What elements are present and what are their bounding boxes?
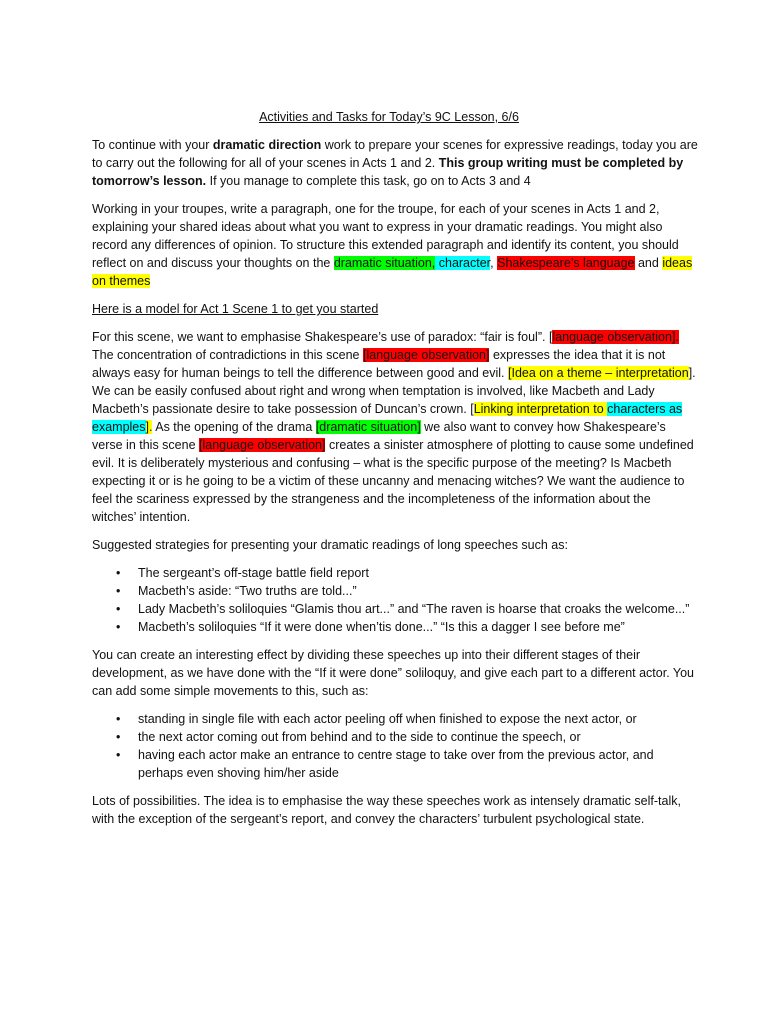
list-item-text: having each actor make an entrance to centre stage to take over from the previous actor, and perhaps even shoving him/her aside xyxy=(138,748,654,780)
model-heading: Here is a model for Act 1 Scene 1 to get you started xyxy=(92,302,379,316)
highlight-language-observation: [language observation] xyxy=(362,348,490,362)
list-item xyxy=(92,746,698,782)
bullet-icon: • xyxy=(116,712,121,726)
list-item xyxy=(92,564,698,582)
highlight-ideas-on-themes: ideas on themes xyxy=(92,256,693,288)
highlight-character: character xyxy=(435,256,491,270)
highlight-characters-as-examples: characters as examples xyxy=(92,402,683,434)
highlight-language-observation: language observation]. xyxy=(552,330,679,344)
bullet-icon: • xyxy=(116,620,121,634)
instructions-text: , xyxy=(490,256,498,270)
effect-paragraph: You can create an interesting effect by dividing these speeches up into their different stages of their development, as we have done with the “If it were done” soliloquy, and give each part to a different actor. You can add some simple movements to this, such as: xyxy=(92,648,695,698)
list-item xyxy=(92,728,698,746)
model-text: The concentration of contradictions in this scene xyxy=(92,348,363,362)
model-text: creates a sinister atmosphere of plotting to cause some undefined evil. It is deliberately mysterious and confusing – what is the specific purpose of the meeting? Is Macbeth expecting it or is he going to be a victim of these uncanny and menacing witches? We want the audience to feel the scariness expressed by the strangeness and the incompleteness of the information about the witches’ intention. xyxy=(92,438,694,524)
list-item-text: Lady Macbeth’s soliloquies “Glamis thou art...” and “The raven is hoarse that croaks the welcome...” xyxy=(138,602,690,616)
instructions-paragraph xyxy=(92,200,698,290)
strategies-intro: Suggested strategies for presenting your dramatic readings of long speeches such as: xyxy=(92,538,568,552)
bullet-icon: • xyxy=(116,584,121,598)
highlight-closing-bracket: ]. xyxy=(145,420,153,434)
highlight-language-observation: [language observation] xyxy=(199,438,326,452)
highlight-dramatic-situation: [dramatic situation] xyxy=(315,420,421,434)
intro-text: To continue with your xyxy=(92,138,213,152)
list-item-text: The sergeant’s off-stage battle field report xyxy=(138,566,369,580)
instructions-text: Working in your troupes, write a paragraph, one for the troupe, for each of your scenes in Acts 1 and 2, explaining your shared ideas about what you want to express in your dramatic readings. You might also record any differences of opinion. To structure this extended paragraph and identify its content, you should reflect on and discuss your thoughts on the xyxy=(92,202,679,270)
list-item-text: Macbeth’s aside: “Two truths are told...” xyxy=(138,584,357,598)
list-item-text: standing in single file with each actor peeling off when finished to expose the next actor, or xyxy=(138,712,637,726)
model-text: we also want to convey how Shakespeare’s verse in this scene xyxy=(92,420,666,452)
model-paragraph xyxy=(92,328,698,526)
intro-bold-dramatic-direction: dramatic direction xyxy=(212,138,322,152)
highlight-dramatic-situation: dramatic situation, xyxy=(333,256,436,270)
intro-text: work to prepare your scenes for expressive readings, today you are to carry out the following for all of your scenes in Acts 1 and 2. xyxy=(92,138,698,170)
closing-paragraph: Lots of possibilities. The idea is to emphasise the way these speeches work as intensely dramatic self-talk, with the exception of the sergeant’s report, and convey the characters’ turbulent psychological state. xyxy=(92,794,681,826)
model-text: expresses the idea that it is not always easy for human beings to tell the difference between good and evil. xyxy=(92,348,666,380)
bullet-icon: • xyxy=(116,602,121,616)
list-item-text: the next actor coming out from behind and to the side to continue the speech, or xyxy=(138,730,581,744)
highlight-idea-on-theme: [Idea on a theme – interpretation xyxy=(508,366,689,380)
movements-list xyxy=(92,710,698,782)
model-text: For this scene, we want to emphasise Shakespeare’s use of paradox: “fair is foul”. [ xyxy=(92,330,553,344)
list-item-text: Macbeth’s soliloquies “If it were done when’tis done...” “Is this a dagger I see before me” xyxy=(138,620,625,634)
list-item xyxy=(92,710,698,728)
list-item xyxy=(92,600,698,618)
intro-text: If you manage to complete this task, go on to Acts 3 and 4 xyxy=(206,174,531,188)
bullet-icon: • xyxy=(116,566,121,580)
instructions-text: and xyxy=(634,256,663,270)
bullet-icon: • xyxy=(116,730,121,744)
model-text: ]. We can be easily confused about right and wrong when temptation is involved, like Macbeth and Lady Macbeth’s passionate desire to take possession of Duncan’s crown. [ xyxy=(92,366,696,416)
intro-paragraph xyxy=(92,136,698,190)
highlight-shakespeares-language: Shakespeare’s language xyxy=(497,256,635,270)
bullet-icon: • xyxy=(116,748,121,762)
model-text: As the opening of the drama xyxy=(152,420,316,434)
highlight-linking-interpretation: Linking interpretation to xyxy=(473,402,608,416)
list-item xyxy=(92,618,698,636)
list-item xyxy=(92,582,698,600)
page-title: Activities and Tasks for Today’s 9C Lesson, 6/6 xyxy=(259,110,519,124)
speeches-list xyxy=(92,564,698,636)
intro-bold-deadline: This group writing must be completed by tomorrow’s lesson. xyxy=(92,156,684,188)
